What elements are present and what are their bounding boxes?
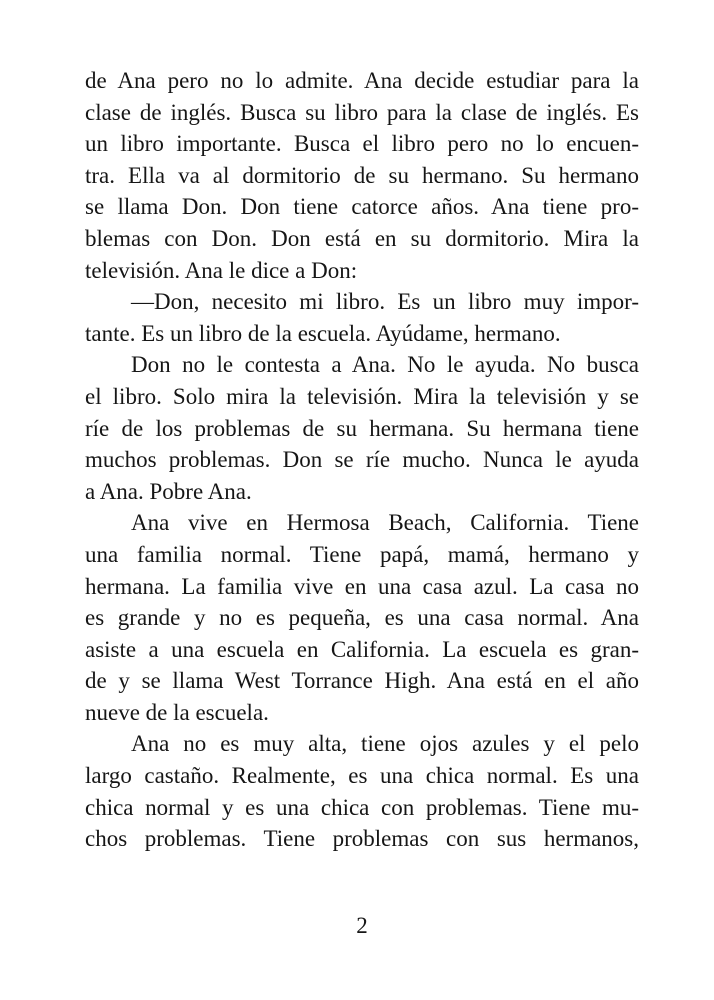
text-line: televisión. Ana le dice a Don:: [85, 257, 358, 283]
text-line: nueve de la escuela.: [85, 699, 269, 725]
text-line: chica normal y es una chica con problemas. Tiene mu-: [85, 794, 639, 820]
text-line: chos problemas. Tiene problemas con sus hermanos,: [85, 826, 639, 852]
text-line: un libro importante. Busca el libro pero no lo encuen-: [85, 131, 639, 157]
text-line: largo castaño. Realmente, es una chica normal. Es una: [85, 763, 639, 789]
text-line: una familia normal. Tiene papá, mamá, hermano y: [85, 541, 639, 567]
text-line: el libro. Solo mira la televisión. Mira la televisión y se: [85, 383, 639, 409]
text-line: de y se llama West Torrance High. Ana está en el año: [85, 668, 639, 694]
page-text: [85, 65, 639, 855]
text-line: ríe de los problemas de su hermana. Su hermana tiene: [85, 415, 639, 441]
text-line: clase de inglés. Busca su libro para la clase de inglés. Es: [85, 99, 639, 125]
text-line: tante. Es un libro de la escuela. Ayúdame, hermano.: [85, 320, 561, 346]
text-line: Don no le contesta a Ana. No le ayuda. No busca: [131, 352, 639, 378]
text-line: a Ana. Pobre Ana.: [85, 478, 252, 504]
text-line: Ana vive en Hermosa Beach, California. Tiene: [131, 510, 639, 536]
text-line: es grande y no es pequeña, es una casa normal. Ana: [85, 605, 639, 631]
text-line: blemas con Don. Don está en su dormitorio. Mira la: [85, 225, 639, 251]
text-line: hermana. La familia vive en una casa azul. La casa no: [85, 573, 639, 599]
text-line: de Ana pero no lo admite. Ana decide estudiar para la: [85, 68, 639, 93]
text-line: asiste a una escuela en California. La escuela es gran-: [85, 636, 639, 662]
text-line: —Don, necesito mi libro. Es un libro muy impor-: [131, 289, 639, 315]
text-line: muchos problemas. Don se ríe mucho. Nunca le ayuda: [85, 447, 639, 473]
text-line: Ana no es muy alta, tiene ojos azules y el pelo: [131, 731, 639, 757]
page-number: 2: [356, 913, 368, 938]
text-line: se llama Don. Don tiene catorce años. Ana tiene pro-: [85, 194, 639, 220]
text-line: tra. Ella va al dormitorio de su hermano. Su hermano: [85, 162, 639, 188]
